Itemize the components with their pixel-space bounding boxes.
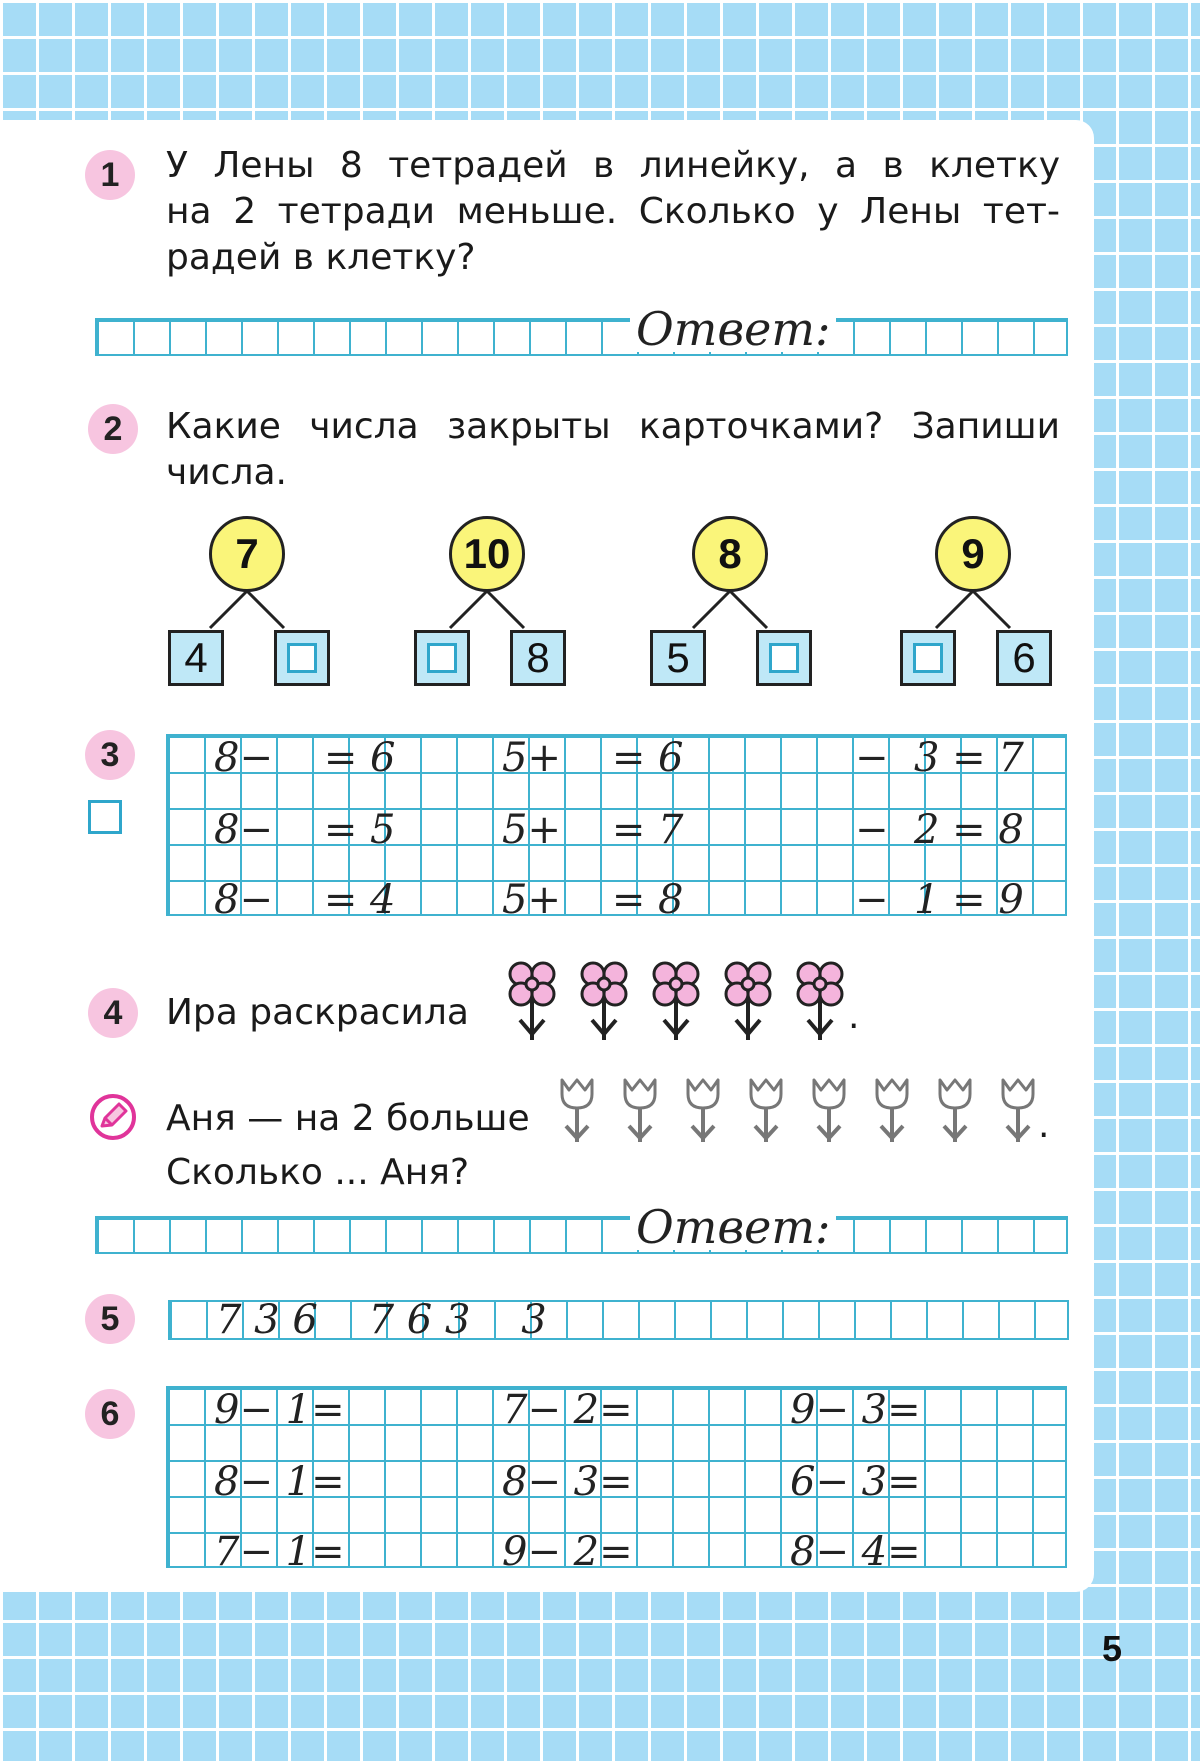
tulip-icon	[1003, 1080, 1033, 1142]
task-number-badge: 5	[85, 1294, 135, 1344]
task3-expr: 8− = 4	[214, 877, 396, 923]
task-number-badge: 4	[88, 988, 138, 1038]
card-cover	[769, 643, 799, 673]
flower-icon	[726, 963, 770, 1040]
task3-expr: 8− = 5	[214, 807, 396, 853]
task3-expr: 5+ = 7	[502, 807, 684, 853]
flower-icon	[510, 963, 554, 1040]
covered-card[interactable]	[274, 630, 330, 686]
covered-card[interactable]	[414, 630, 470, 686]
task6-expr: 8− 1=	[214, 1459, 345, 1505]
task4-line3: Сколько ... Аня?	[166, 1152, 470, 1193]
task1-line2: на 2 тетради меньше. Сколько у Лены тет-	[166, 191, 1060, 232]
task6-expr: 6− 3=	[790, 1459, 921, 1505]
task-number-badge: 6	[85, 1389, 135, 1439]
task6-expr: 7− 1=	[214, 1529, 345, 1575]
answer-label-2: Ответ:	[630, 1204, 836, 1250]
task3-expr: − 2 = 8	[855, 807, 1024, 853]
task2-line1: Какие числа закрыты карточками? Запиши	[166, 406, 1060, 447]
number-card: 5	[650, 630, 706, 686]
number-circle: 9	[935, 516, 1011, 592]
flower-icon	[798, 963, 842, 1040]
task-number-badge: 1	[85, 150, 135, 200]
task6-expr: 9− 1=	[214, 1387, 345, 1433]
task-number-badge: 2	[88, 404, 138, 454]
flower-icon	[582, 963, 626, 1040]
answer-label-1: Ответ:	[630, 306, 836, 352]
card-cover	[427, 643, 457, 673]
answer-grid-2[interactable]	[95, 1216, 1068, 1254]
task4-dot: .	[848, 996, 860, 1037]
task2-line2: числа.	[166, 452, 287, 493]
covered-card[interactable]	[756, 630, 812, 686]
number-circle: 7	[209, 516, 285, 592]
number-card: 4	[168, 630, 224, 686]
number-card: 8	[510, 630, 566, 686]
card-cover	[913, 643, 943, 673]
task4-dot-2: .	[1038, 1105, 1050, 1146]
task4-line1: Ира раскрасила	[166, 992, 469, 1033]
task3-expr: 5+ = 6	[502, 735, 684, 781]
task6-expr: 8− 3=	[502, 1459, 633, 1505]
task3-expr: 8− = 6	[214, 735, 396, 781]
task1-line1: У Лены 8 тетрадей в линейку, а в клетку	[166, 145, 1060, 186]
tulip-icon	[814, 1080, 844, 1142]
number-circle: 8	[692, 516, 768, 592]
number-card: 6	[996, 630, 1052, 686]
page-number: 5	[1101, 1628, 1122, 1669]
card-cover	[287, 643, 317, 673]
number-circle: 10	[449, 516, 525, 592]
task3-expr: − 3 = 7	[855, 735, 1024, 781]
task6-expr: 9− 3=	[790, 1387, 921, 1433]
tulip-icon	[877, 1080, 907, 1142]
tulip-icon	[562, 1080, 592, 1142]
tulip-icon	[751, 1080, 781, 1142]
task4-line2: Аня — на 2 больше	[166, 1098, 530, 1139]
task5-digits: 7 3 6 7 6 3 3	[216, 1297, 547, 1343]
task6-expr: 8− 4=	[790, 1529, 921, 1575]
tulip-icon	[940, 1080, 970, 1142]
tulip-icon	[688, 1080, 718, 1142]
covered-card[interactable]	[900, 630, 956, 686]
flower-icon	[654, 963, 698, 1040]
task-number-badge: 3	[85, 730, 135, 780]
task3-expr: 5+ = 8	[502, 877, 684, 923]
task6-expr: 9− 2=	[502, 1529, 633, 1575]
flower-row	[500, 960, 860, 1040]
pencil-icon	[88, 1092, 138, 1142]
tulip-row	[555, 1075, 1045, 1145]
checkbox-square[interactable]	[88, 800, 122, 834]
tulip-icon	[625, 1080, 655, 1142]
tree-connector-lines	[0, 0, 1200, 720]
task3-expr: − 1 = 9	[855, 877, 1024, 923]
task6-expr: 7− 2=	[502, 1387, 633, 1433]
task1-line3: радей в клетку?	[166, 237, 476, 278]
